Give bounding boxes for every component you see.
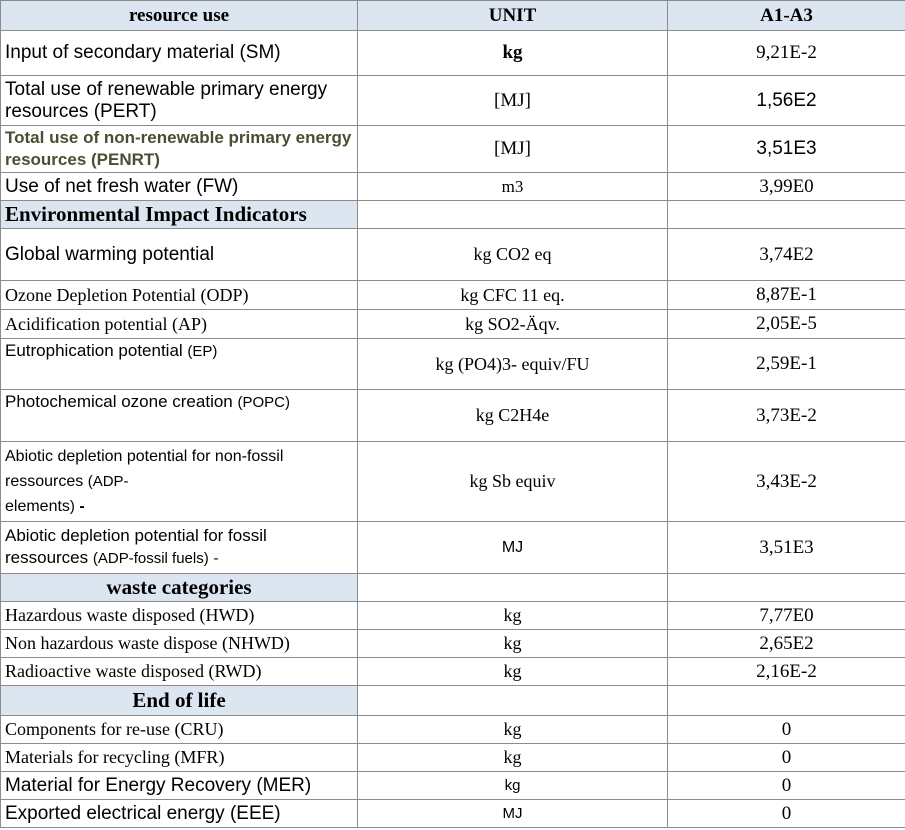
- header-unit: UNIT: [358, 1, 668, 31]
- row-value: 3,51E3: [668, 522, 905, 574]
- row-label: Components for re-use (CRU): [1, 716, 358, 744]
- table-row: [1, 390, 905, 442]
- row-label: Acidification potential (AP): [1, 310, 358, 339]
- row-label: Eutrophication potential (EP): [1, 339, 358, 390]
- table-row: [1, 31, 905, 76]
- row-value: 1,56E2: [668, 76, 905, 126]
- table-row: [1, 744, 905, 772]
- row-unit: kg CO2 eq: [358, 229, 668, 281]
- row-label: Input of secondary material (SM): [1, 31, 358, 76]
- row-label: Materials for recycling (MFR): [1, 744, 358, 772]
- row-unit: kg: [358, 658, 668, 686]
- table-row: [1, 772, 905, 800]
- row-label: Photochemical ozone creation (POPC): [1, 390, 358, 442]
- row-value: 3,51E3: [668, 126, 905, 173]
- row-unit: m3: [358, 173, 668, 201]
- row-unit: kg: [358, 630, 668, 658]
- row-label: Global warming potential: [1, 229, 358, 281]
- row-label: Radioactive waste disposed (RWD): [1, 658, 358, 686]
- table-row: [1, 716, 905, 744]
- table-row: [1, 442, 905, 522]
- table-row: [1, 310, 905, 339]
- row-value: 2,65E2: [668, 630, 905, 658]
- row-unit: kg CFC 11 eq.: [358, 281, 668, 310]
- row-unit: MJ: [358, 800, 668, 828]
- row-label: Abiotic depletion potential for non-fossil ressources (ADP- elements) -: [1, 442, 358, 522]
- row-value: 2,16E-2: [668, 658, 905, 686]
- table-row: [1, 173, 905, 201]
- section-end-of-life: End of life: [1, 686, 358, 716]
- row-unit: kg Sb equiv: [358, 442, 668, 522]
- table-row: [1, 800, 905, 828]
- row-unit: kg (PO4)3- equiv/FU: [358, 339, 668, 390]
- row-label: Hazardous waste disposed (HWD): [1, 602, 358, 630]
- row-value: 9,21E-2: [668, 31, 905, 76]
- row-unit: [MJ]: [358, 126, 668, 173]
- row-value: 2,05E-5: [668, 310, 905, 339]
- section-row: [1, 574, 905, 602]
- row-value: 0: [668, 744, 905, 772]
- section-row: [1, 686, 905, 716]
- row-unit: kg SO2-Äqv.: [358, 310, 668, 339]
- row-value: 0: [668, 716, 905, 744]
- section-environmental: Environmental Impact Indicators: [1, 201, 358, 229]
- row-unit: [MJ]: [358, 76, 668, 126]
- table-row: [1, 339, 905, 390]
- row-value: 8,87E-1: [668, 281, 905, 310]
- table-row: [1, 126, 905, 173]
- table-row: [1, 76, 905, 126]
- row-label: Use of net fresh water (FW): [1, 173, 358, 201]
- table-row: [1, 658, 905, 686]
- row-label: Exported electrical energy (EEE): [1, 800, 358, 828]
- row-unit: kg: [358, 772, 668, 800]
- row-value: 0: [668, 800, 905, 828]
- row-value: 7,77E0: [668, 602, 905, 630]
- row-label: Ozone Depletion Potential (ODP): [1, 281, 358, 310]
- table-row: [1, 602, 905, 630]
- table-row: [1, 281, 905, 310]
- row-label: Non hazardous waste dispose (NHWD): [1, 630, 358, 658]
- header-resource-use: resource use: [1, 1, 358, 31]
- section-row: [1, 201, 905, 229]
- row-value: 3,73E-2: [668, 390, 905, 442]
- row-unit: kg: [358, 744, 668, 772]
- row-label: Total use of non-renewable primary energy resources (PENRT): [1, 126, 358, 173]
- row-value: 2,59E-1: [668, 339, 905, 390]
- table-row: [1, 229, 905, 281]
- row-unit: kg C2H4e: [358, 390, 668, 442]
- table-row: [1, 522, 905, 574]
- row-value: 3,43E-2: [668, 442, 905, 522]
- row-unit: MJ: [358, 522, 668, 574]
- row-label: Material for Energy Recovery (MER): [1, 772, 358, 800]
- row-value: 3,99E0: [668, 173, 905, 201]
- row-unit: kg: [358, 602, 668, 630]
- row-unit: kg: [358, 31, 668, 76]
- row-label: Total use of renewable primary energy resources (PERT): [1, 76, 358, 126]
- row-value: 0: [668, 772, 905, 800]
- header-a1-a3: A1-A3: [668, 1, 905, 31]
- header-row: [1, 1, 905, 31]
- table-row: [1, 630, 905, 658]
- row-label: Abiotic depletion potential for fossil ressources (ADP-fossil fuels) -: [1, 522, 358, 574]
- section-waste: waste categories: [1, 574, 358, 602]
- row-value: 3,74E2: [668, 229, 905, 281]
- row-unit: kg: [358, 716, 668, 744]
